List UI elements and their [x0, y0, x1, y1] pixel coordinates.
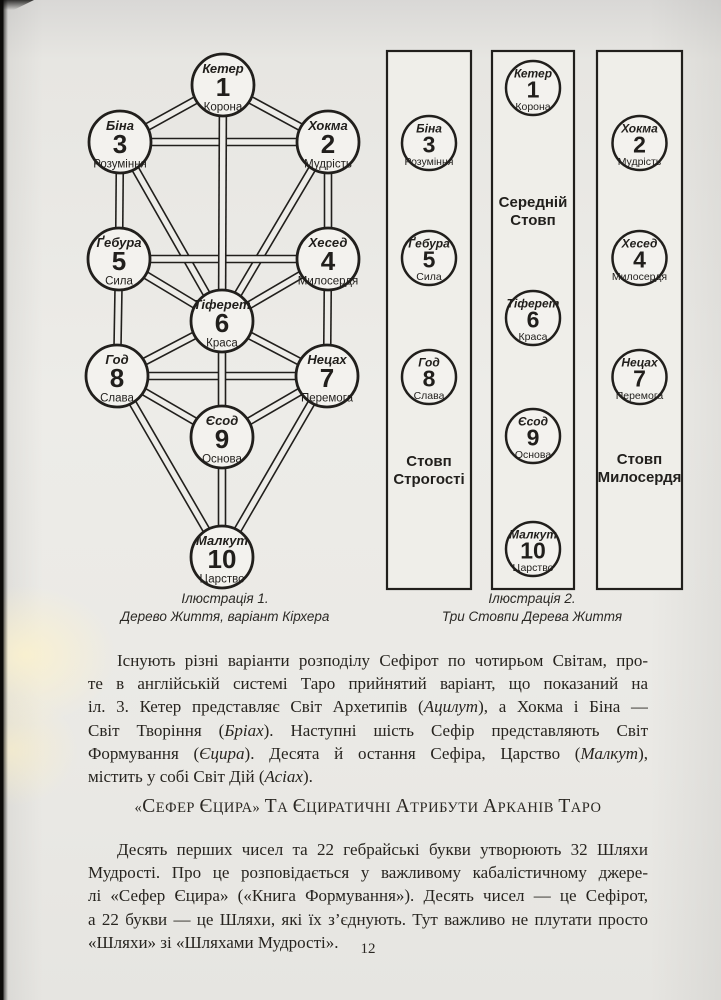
sephira-number: 7	[633, 365, 646, 392]
sephira-label: Краса	[518, 331, 548, 344]
sephira-number: 9	[526, 424, 540, 451]
body-text-line: Світ Творіння (Бріах). Наступні шість Сефір представляють Світ	[88, 720, 648, 740]
tree-sephira-5	[88, 228, 150, 290]
pillar1-sephira-10	[506, 522, 560, 576]
tree-sephira-1	[192, 54, 254, 116]
sephira-label: Перемога	[300, 392, 354, 405]
pillar2-sephira-2	[613, 116, 667, 170]
sephira-name: Єсод	[517, 414, 549, 429]
sephira-label: Сила	[105, 275, 133, 288]
illustration-1-caption	[121, 590, 330, 626]
tree-sephira-6	[191, 290, 253, 352]
pillar1-sephira-9	[506, 409, 560, 463]
sephira-label: Корона	[515, 101, 551, 114]
illustration-2-caption	[442, 590, 622, 626]
sephira-number: 5	[422, 246, 436, 273]
sephira-label: Розуміння	[93, 158, 147, 171]
pillar2-sephira-4	[612, 231, 667, 285]
sephira-name: Год	[105, 352, 129, 368]
body-text-line: лі «Сефер Єцира» («Книга Формування»). Десять чисел — це Сефірот,	[88, 886, 648, 906]
sephira-number: 5	[111, 246, 127, 277]
sephira-name: Нецах	[621, 355, 658, 370]
sephira-label: Царство	[512, 562, 554, 575]
pillar2-sephira-7	[613, 350, 667, 404]
sephira-name: Малкут	[509, 527, 557, 542]
sephira-name: Хокма	[621, 121, 658, 136]
pillar-label: Строгості	[393, 471, 465, 488]
pillar0-sephira-3	[402, 116, 456, 170]
sephira-name: Ґебура	[408, 236, 450, 251]
sephira-number: 2	[320, 129, 336, 160]
sephira-label: Милосердя	[297, 275, 359, 288]
sephira-label: Слава	[413, 390, 445, 403]
illustration-1-caption-line1: Ілюстрація 1.	[181, 591, 269, 606]
body-text-line: те в англійській системі Таро прийнятий варіант, що показаний на	[88, 674, 648, 694]
sephira-label: Корона	[203, 101, 243, 114]
pillar-label: Середній	[498, 194, 568, 211]
page-number: 12	[360, 941, 376, 957]
pillar1-sephira-6	[506, 291, 560, 345]
sephira-name: Біна	[106, 118, 134, 134]
sephira-name: Хесед	[621, 236, 658, 251]
sephira-label: Розуміння	[404, 156, 454, 169]
sephira-label: Мудрість	[304, 158, 352, 171]
tree-sephira-7	[296, 345, 358, 407]
sephira-name: Ґебура	[96, 235, 142, 251]
body-text-line: а 22 букви — це Шляхи, які їх з’єднують. Тут важливо не плутати просто	[88, 909, 648, 929]
body-text-line: «Шляхи» зі «Шляхами Мудрості».	[88, 932, 339, 952]
sephira-name: Малкут	[196, 533, 248, 549]
pillar-label: Стовп	[406, 453, 452, 470]
sephira-number: 4	[320, 246, 336, 277]
sephira-name: Тіферет	[193, 297, 251, 313]
sephira-label: Перемога	[615, 390, 664, 403]
tree-sephira-10	[191, 526, 253, 588]
sephira-number: 9	[214, 424, 230, 455]
sephira-label: Слава	[100, 392, 134, 405]
sephira-name: Год	[418, 355, 440, 370]
pillar-label: Стовп	[510, 212, 556, 229]
sephira-number: 10	[207, 544, 237, 575]
paragraph-sefer-yetzirah	[88, 838, 648, 954]
tree-sephira-8	[86, 345, 148, 407]
tree-sephira-3	[89, 111, 151, 173]
sephira-number: 6	[526, 306, 540, 333]
sephira-label: Мудрість	[617, 156, 662, 169]
pillar-label: Стовп	[616, 451, 663, 468]
body-text-line: містить у собі Світ Дій (Асіах).	[88, 766, 313, 786]
pillar1-sephira-1	[506, 61, 560, 115]
sephira-name: Тіферет	[506, 296, 560, 311]
body-text-line: Існують різні варіанти розподілу Сефірот по чотирьом Світам, про-	[117, 651, 648, 670]
sephira-number: 8	[109, 363, 125, 394]
sephira-name: Єсод	[205, 413, 239, 429]
sephira-name: Біна	[416, 121, 442, 136]
sephira-name: Кетер	[513, 66, 553, 81]
pillar0-sephira-8	[402, 350, 456, 404]
sephira-label: Основа	[514, 449, 552, 462]
sephira-number: 8	[422, 365, 436, 392]
sephira-label: Основа	[202, 453, 242, 466]
sephira-number: 4	[633, 246, 646, 273]
sephira-label: Царство	[199, 573, 245, 586]
sephira-number: 10	[520, 537, 546, 564]
illustration-1-caption-line2: Дерево Життя, варіант Кірхера	[120, 609, 330, 624]
sephira-name: Кетер	[202, 61, 244, 77]
sephira-number: 7	[319, 363, 335, 394]
sephira-number: 6	[214, 308, 230, 339]
sephira-label: Сила	[416, 271, 442, 284]
paragraph-worlds	[88, 649, 648, 788]
illustration-2-caption-line1: Ілюстрація 2.	[488, 591, 576, 606]
tree-sephira-9	[191, 406, 253, 468]
body-text-line: Формування (Єцира). Десята й остання Сефіра, Царство (Малкут),	[88, 743, 648, 763]
sephira-number: 3	[112, 129, 128, 160]
pillar-label: Милосердя	[597, 469, 682, 486]
sephira-number: 3	[422, 131, 436, 158]
sephira-name: Хокма	[308, 118, 348, 134]
sephira-number: 1	[215, 72, 231, 103]
sephira-name: Нецах	[307, 352, 347, 368]
illustration-2-caption-line2: Три Стовпи Дерева Життя	[441, 609, 623, 624]
sephira-number: 2	[633, 131, 646, 158]
section-heading: «СЕФЕР ЄЦИРА» ТА ЄЦИРАТИЧНІ АТРИБУТИ АРКАНІВ ТАРО	[134, 796, 602, 817]
body-text-line: іл. 3. Кетер представляє Світ Архетипів (Ацилут), а Хокма і Біна —	[88, 697, 648, 717]
body-text-line: Десять перших чисел та 22 гебрайські букви утворюють 32 Шляхи	[117, 840, 648, 859]
tree-sephira-4	[297, 228, 359, 290]
sephira-name: Хесед	[308, 235, 348, 251]
pillar0-sephira-5	[402, 231, 456, 285]
body-text-line: Мудрості. Про це розповідається у важливому кабалістичному джере-	[88, 863, 648, 883]
sephira-number: 1	[526, 76, 540, 103]
sephira-label: Милосердя	[611, 271, 668, 284]
tree-sephira-2	[297, 111, 359, 173]
sephira-label: Краса	[206, 337, 238, 350]
